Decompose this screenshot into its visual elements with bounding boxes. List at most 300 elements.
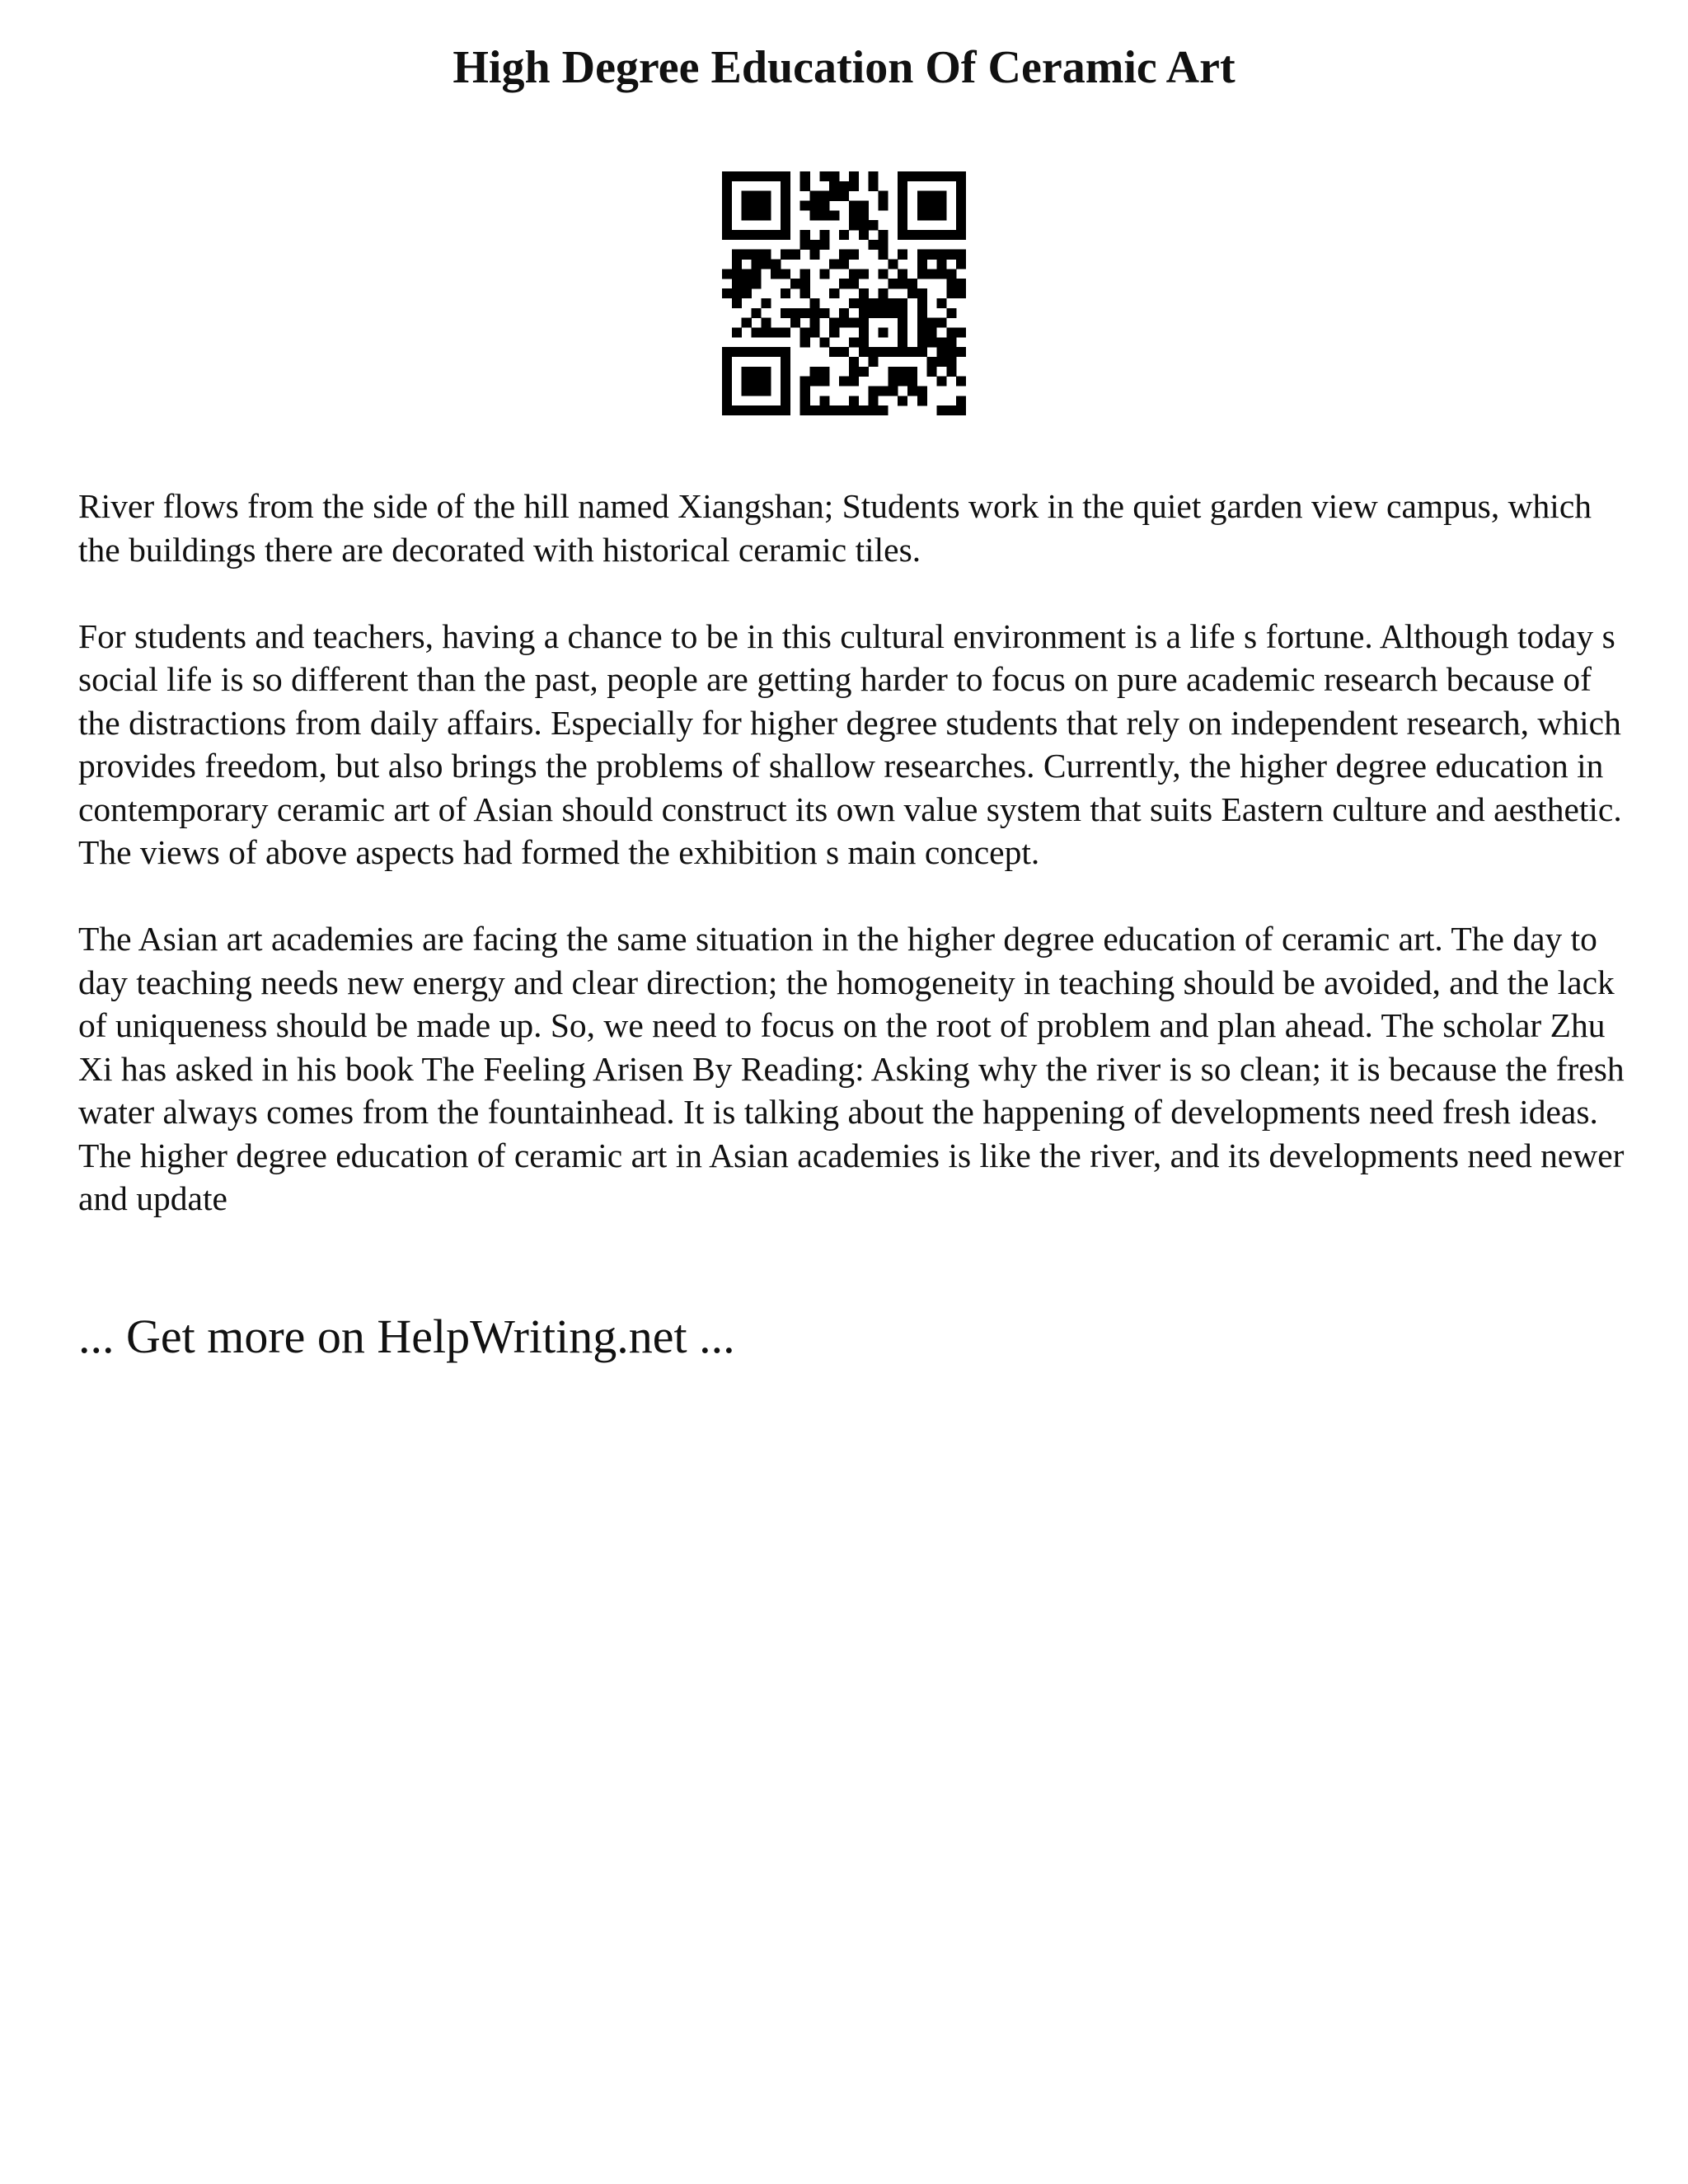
qr-module — [869, 181, 879, 191]
qr-module — [800, 337, 810, 347]
qr-module — [781, 220, 790, 230]
qr-module — [839, 191, 849, 201]
qr-module — [742, 318, 752, 328]
qr-module — [869, 357, 879, 367]
qr-module — [742, 250, 752, 260]
qr-module — [781, 210, 790, 220]
qr-module — [917, 288, 927, 298]
qr-module — [819, 337, 829, 347]
qr-module — [869, 347, 879, 357]
qr-module — [722, 171, 732, 181]
qr-module — [869, 298, 879, 308]
qr-module — [800, 240, 810, 250]
qr-module — [781, 327, 790, 337]
qr-module — [761, 210, 771, 220]
qr-module — [849, 337, 859, 347]
qr-module — [878, 386, 888, 396]
qr-module — [781, 347, 790, 357]
qr-module — [810, 298, 820, 308]
qr-module — [927, 191, 937, 201]
qr-module — [771, 230, 781, 240]
qr-module — [781, 377, 790, 387]
qr-module — [839, 230, 849, 240]
qr-module — [722, 201, 732, 211]
qr-module — [878, 308, 888, 318]
qr-module — [819, 230, 829, 240]
qr-module — [781, 269, 790, 279]
qr-module — [917, 337, 927, 347]
qr-module — [956, 327, 966, 337]
qr-module — [781, 396, 790, 405]
qr-module — [810, 327, 820, 337]
qr-module — [732, 298, 742, 308]
qr-module — [732, 327, 742, 337]
qr-module — [839, 260, 849, 269]
qr-module — [771, 260, 781, 269]
qr-module — [946, 347, 956, 357]
qr-module — [898, 220, 907, 230]
qr-module — [859, 201, 869, 211]
qr-module — [722, 269, 732, 279]
qr-module — [869, 220, 879, 230]
qr-module — [752, 269, 762, 279]
qr-module — [742, 210, 752, 220]
qr-module — [888, 279, 898, 288]
qr-module — [771, 171, 781, 181]
qr-module — [869, 308, 879, 318]
qr-module — [888, 298, 898, 308]
qr-module — [752, 230, 762, 240]
qr-module — [752, 308, 762, 318]
qr-module — [917, 230, 927, 240]
qr-module — [742, 279, 752, 288]
qr-module — [946, 357, 956, 367]
qr-module — [722, 367, 732, 377]
qr-module — [752, 347, 762, 357]
qr-module — [752, 279, 762, 288]
qr-module — [742, 347, 752, 357]
qr-module — [936, 250, 946, 260]
qr-module — [810, 210, 820, 220]
qr-module — [898, 191, 907, 201]
qr-module — [722, 220, 732, 230]
qr-module — [810, 308, 820, 318]
qr-module — [927, 230, 937, 240]
qr-module — [878, 298, 888, 308]
qr-module — [946, 405, 956, 415]
qr-module — [722, 396, 732, 405]
qr-module — [936, 318, 946, 328]
qr-module — [829, 405, 839, 415]
qr-module — [839, 181, 849, 191]
qr-module — [898, 201, 907, 211]
qr-module — [800, 269, 810, 279]
qr-module — [829, 260, 839, 269]
qr-module — [722, 386, 732, 396]
get-more-link[interactable]: ... Get more on HelpWriting.net ... — [78, 1310, 735, 1363]
qr-module — [781, 357, 790, 367]
qr-module — [869, 386, 879, 396]
qr-module — [956, 405, 966, 415]
qr-module — [878, 269, 888, 279]
qr-module — [829, 347, 839, 357]
qr-module — [956, 288, 966, 298]
qr-module — [907, 347, 917, 357]
qr-module — [936, 171, 946, 181]
qr-module — [800, 308, 810, 318]
qr-module — [936, 377, 946, 387]
qr-module — [936, 405, 946, 415]
qr-module — [859, 327, 869, 337]
qr-module — [722, 405, 732, 415]
qr-code-icon — [722, 171, 966, 415]
qr-module — [839, 308, 849, 318]
qr-module — [761, 298, 771, 308]
qr-module — [742, 191, 752, 201]
qr-module — [946, 337, 956, 347]
qr-module — [839, 347, 849, 357]
qr-module — [849, 220, 859, 230]
qr-module — [800, 288, 810, 298]
qr-module — [849, 181, 859, 191]
qr-module — [839, 279, 849, 288]
qr-module — [927, 171, 937, 181]
qr-module — [927, 357, 937, 367]
qr-module — [742, 405, 752, 415]
paragraph: For students and teachers, having a chance to be in this cultural environment is a life s fortune. Although today s social life is so different than the past, people are getting harder to focus on pure academic research because of the distractions from daily affairs. Especially for higher degree students that rely on independent research, which provides freedom, but also brings the problems of shallow researches. Currently, the higher degree education in contemporary ceramic art of Asian should construct its own value system that suits Eastern culture and aesthetic. The views of above aspects had formed the exhibition s main concept. — [78, 616, 1622, 871]
qr-module — [761, 230, 771, 240]
qr-module — [859, 318, 869, 328]
qr-module — [781, 181, 790, 191]
qr-module — [732, 405, 742, 415]
qr-module — [810, 367, 820, 377]
qr-module — [732, 269, 742, 279]
qr-module — [849, 171, 859, 181]
qr-module — [956, 396, 966, 405]
qr-module — [761, 377, 771, 387]
qr-module — [907, 367, 917, 377]
article-body — [78, 485, 1628, 1263]
qr-module — [761, 191, 771, 201]
qr-module — [742, 377, 752, 387]
qr-module — [761, 405, 771, 415]
qr-module — [878, 327, 888, 337]
qr-module — [771, 269, 781, 279]
qr-module — [946, 171, 956, 181]
qr-module — [869, 171, 879, 181]
qr-module — [800, 327, 810, 337]
qr-module — [859, 308, 869, 318]
qr-module — [829, 191, 839, 201]
qr-module — [898, 327, 907, 337]
qr-module — [839, 318, 849, 328]
qr-module — [946, 279, 956, 288]
qr-module — [819, 377, 829, 387]
qr-module — [732, 279, 742, 288]
qr-module — [761, 367, 771, 377]
qr-module — [761, 386, 771, 396]
qr-module — [849, 405, 859, 415]
qr-module — [956, 210, 966, 220]
qr-module — [752, 191, 762, 201]
qr-module — [898, 337, 907, 347]
qr-module — [849, 367, 859, 377]
qr-module — [907, 171, 917, 181]
qr-module — [761, 201, 771, 211]
qr-module — [936, 191, 946, 201]
qr-module — [927, 318, 937, 328]
qr-module — [810, 377, 820, 387]
qr-module — [800, 279, 810, 288]
qr-module — [819, 396, 829, 405]
qr-module — [956, 220, 966, 230]
qr-module — [917, 269, 927, 279]
qr-module — [859, 220, 869, 230]
qr-module — [839, 405, 849, 415]
qr-module — [722, 288, 732, 298]
qr-module — [771, 405, 781, 415]
qr-module — [839, 250, 849, 260]
qr-module — [849, 210, 859, 220]
qr-module — [956, 279, 966, 288]
qr-module — [917, 318, 927, 328]
qr-module — [946, 367, 956, 377]
qr-module — [898, 230, 907, 240]
qr-module — [917, 171, 927, 181]
page-title: High Degree Education Of Ceramic Art — [452, 42, 1236, 93]
qr-module — [761, 260, 771, 269]
qr-module — [761, 347, 771, 357]
qr-module — [946, 288, 956, 298]
qr-module — [742, 201, 752, 211]
qr-module — [907, 386, 917, 396]
qr-module — [888, 386, 898, 396]
qr-module — [927, 367, 937, 377]
qr-module — [722, 181, 732, 191]
qr-module — [722, 347, 732, 357]
qr-module — [752, 367, 762, 377]
qr-module — [810, 405, 820, 415]
qr-module — [917, 250, 927, 260]
qr-module — [927, 201, 937, 211]
qr-module — [936, 210, 946, 220]
qr-module — [859, 367, 869, 377]
qr-module — [800, 230, 810, 240]
paragraph: River flows from the side of the hill named Xiangshan; Students work in the quiet garden view campus, which the buildings there are decorated with historical ceramic tiles. — [78, 487, 1592, 569]
qr-module — [761, 327, 771, 337]
qr-module — [936, 201, 946, 211]
qr-module — [732, 250, 742, 260]
qr-module — [946, 327, 956, 337]
paragraph: The Asian art academies are facing the same situation in the higher degree education of ceramic art. The day to day teaching needs new energy and clear direction; the homogeneity in teaching should be avoided, and the lack of uniqueness should be made up. So, we need to focus on the root of problem and plan ahead. The scholar Zhu Xi has asked in his book The Feeling Arisen By Reading: Asking why the river is so clean; it is because the fresh water always comes from the fountainhead. It is talking about the happening of developments need fresh ideas. The higher degree education of ceramic art in Asian academies is like the river, and its developments need newer and update — [78, 920, 1625, 1217]
qr-module — [761, 171, 771, 181]
qr-module — [752, 386, 762, 396]
qr-module — [936, 298, 946, 308]
qr-module — [888, 367, 898, 377]
qr-module — [752, 405, 762, 415]
qr-module — [800, 386, 810, 396]
qr-module — [869, 405, 879, 415]
qr-module — [790, 250, 800, 260]
qr-module — [810, 318, 820, 328]
qr-module — [722, 191, 732, 201]
qr-module — [898, 279, 907, 288]
qr-module — [771, 347, 781, 357]
qr-module — [878, 288, 888, 298]
qr-module — [819, 191, 829, 201]
qr-module — [859, 269, 869, 279]
qr-module — [927, 210, 937, 220]
qr-module — [878, 405, 888, 415]
qr-module — [781, 230, 790, 240]
qr-module — [742, 171, 752, 181]
qr-module — [907, 377, 917, 387]
qr-module — [819, 269, 829, 279]
qr-module — [781, 308, 790, 318]
qr-module — [956, 230, 966, 240]
qr-module — [849, 298, 859, 308]
qr-module — [829, 327, 839, 337]
qr-module — [888, 308, 898, 318]
qr-module — [732, 288, 742, 298]
qr-module — [790, 279, 800, 288]
qr-module — [849, 269, 859, 279]
qr-module — [722, 377, 732, 387]
qr-module — [898, 367, 907, 377]
qr-module — [898, 298, 907, 308]
qr-module — [878, 201, 888, 211]
qr-module — [927, 337, 937, 347]
qr-module — [781, 191, 790, 201]
qr-module — [936, 230, 946, 240]
qr-module — [927, 327, 937, 337]
qr-module — [819, 201, 829, 211]
qr-module — [752, 201, 762, 211]
qr-module — [819, 171, 829, 181]
qr-module — [878, 347, 888, 357]
qr-module — [752, 260, 762, 269]
qr-module — [732, 347, 742, 357]
qr-module — [898, 396, 907, 405]
qr-module — [849, 279, 859, 288]
qr-module — [898, 377, 907, 387]
qr-module — [898, 318, 907, 328]
qr-module — [859, 210, 869, 220]
qr-module — [742, 288, 752, 298]
qr-module — [732, 230, 742, 240]
qr-module — [907, 279, 917, 288]
qr-module — [888, 347, 898, 357]
qr-module — [752, 171, 762, 181]
qr-module — [936, 357, 946, 367]
qr-module — [888, 260, 898, 269]
qr-module — [781, 201, 790, 211]
qr-module — [917, 210, 927, 220]
qr-module — [790, 318, 800, 328]
qr-module — [898, 347, 907, 357]
qr-module — [790, 308, 800, 318]
qr-module — [936, 260, 946, 269]
qr-module — [917, 260, 927, 269]
qr-module — [849, 201, 859, 211]
qr-module — [819, 210, 829, 220]
qr-module — [761, 250, 771, 260]
qr-module — [829, 288, 839, 298]
qr-module — [956, 260, 966, 269]
qr-module — [878, 240, 888, 250]
qr-module — [869, 396, 879, 405]
qr-module — [859, 405, 869, 415]
qr-module — [839, 377, 849, 387]
qr-module — [732, 171, 742, 181]
qr-module — [917, 308, 927, 318]
qr-module — [742, 386, 752, 396]
qr-module — [917, 396, 927, 405]
qr-module — [956, 191, 966, 201]
qr-module — [898, 171, 907, 181]
qr-module — [810, 201, 820, 211]
qr-module — [907, 288, 917, 298]
qr-module — [936, 269, 946, 279]
qr-module — [956, 201, 966, 211]
qr-module — [819, 405, 829, 415]
qr-module — [742, 367, 752, 377]
qr-module — [781, 367, 790, 377]
qr-module — [956, 171, 966, 181]
qr-module — [946, 308, 956, 318]
qr-module — [946, 230, 956, 240]
qr-module — [800, 377, 810, 387]
qr-module — [878, 250, 888, 260]
qr-module — [849, 377, 859, 387]
qr-module — [810, 191, 820, 201]
qr-module — [898, 250, 907, 260]
qr-module — [829, 210, 839, 220]
qr-module — [829, 171, 839, 181]
qr-module — [800, 405, 810, 415]
qr-module — [732, 260, 742, 269]
qr-module — [849, 396, 859, 405]
qr-module — [927, 250, 937, 260]
qr-module — [869, 240, 879, 250]
qr-module — [781, 405, 790, 415]
qr-module — [859, 347, 869, 357]
qr-module — [956, 377, 966, 387]
qr-module — [819, 240, 829, 250]
qr-module — [956, 181, 966, 191]
qr-module — [859, 288, 869, 298]
qr-module — [859, 230, 869, 240]
qr-module — [722, 357, 732, 367]
qr-module — [878, 191, 888, 201]
qr-module — [917, 298, 927, 308]
qr-module — [917, 386, 927, 396]
qr-module — [722, 230, 732, 240]
qr-module — [898, 181, 907, 191]
qr-module — [781, 250, 790, 260]
qr-module — [752, 210, 762, 220]
qr-module — [956, 347, 966, 357]
qr-module — [800, 181, 810, 191]
qr-module — [849, 318, 859, 328]
qr-module — [917, 201, 927, 211]
qr-module — [800, 396, 810, 405]
qr-module — [849, 250, 859, 260]
qr-module — [936, 347, 946, 357]
qr-module — [927, 269, 937, 279]
qr-module — [946, 269, 956, 279]
qr-module — [946, 250, 956, 260]
